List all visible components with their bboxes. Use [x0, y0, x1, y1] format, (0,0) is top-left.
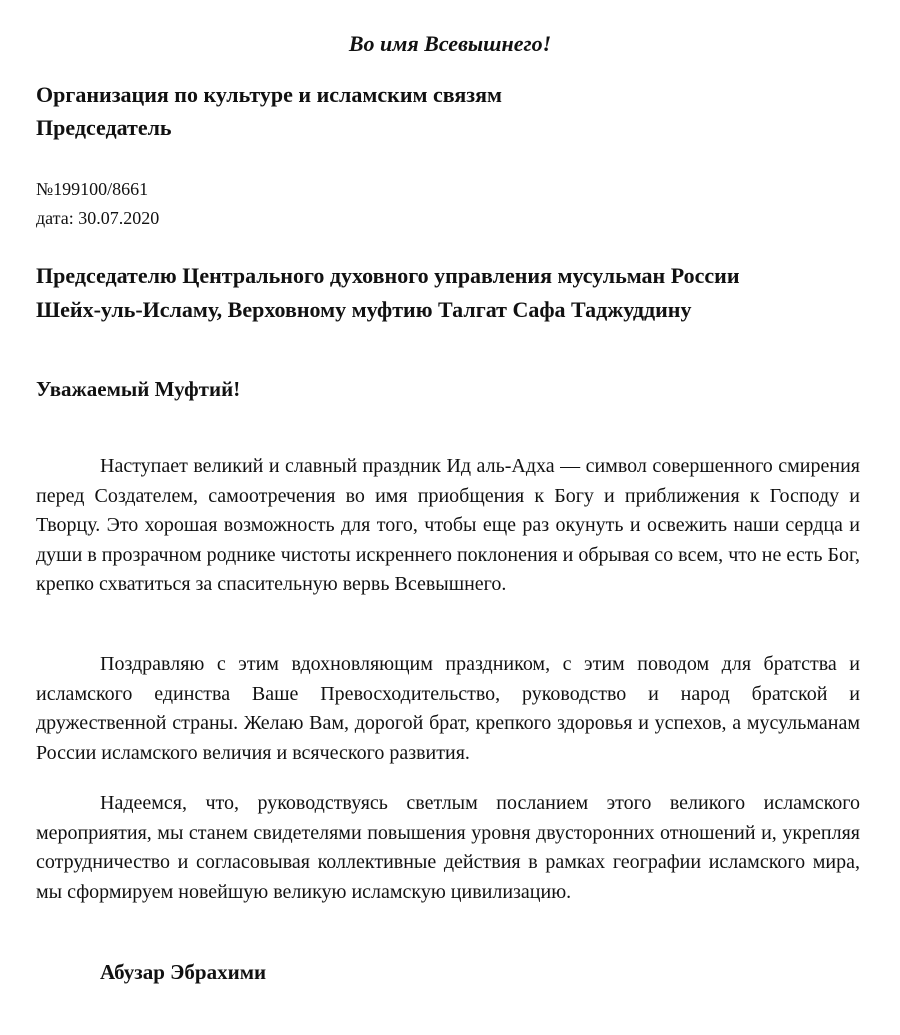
- body-paragraph-2: Поздравляю с этим вдохновляющим праздником, с этим поводом для братства и исламского единства Ваше Превосходительство, руководство и народ братской и дружественной страны. Желаю Вам, дорогой брат, крепкого здоровья и успехов, а мусульманам России исламского величия и всяческого развития.: [36, 653, 860, 764]
- reference-number: №199100/8661: [36, 179, 149, 199]
- reference-block: [36, 175, 159, 233]
- recipient-line-1: Председателю Центрального духовного управления мусульман России: [36, 263, 740, 288]
- body-paragraph-3: Надеемся, что, руководствуясь светлым посланием этого великого исламского мероприятия, мы станем свидетелями повышения уровня двусторонних отношений и, укрепляя сотрудничество и согласовывая коллективные действия в рамках географии исламского мира, мы сформируем новейшую великую исламскую цивилизацию.: [36, 792, 860, 903]
- salutation: Уважаемый Муфтий!: [36, 377, 241, 401]
- organization-name: Организация по культуре и исламским связям: [36, 82, 502, 107]
- sender-block: [36, 78, 502, 144]
- recipient-line-2: Шейх-уль-Исламу, Верховному муфтию Талгат Сафа Таджуддину: [36, 297, 692, 322]
- reference-date: дата: 30.07.2020: [36, 208, 160, 228]
- body-paragraph-1: Наступает великий и славный праздник Ид аль-Адха — символ совершенного смирения перед Создателем, самоотречения во имя приобщения к Богу и приближения к Господу и Творцу. Это хорошая возможность для того, чтобы еще раз окунуть и освежить наши сердца и души в прозрачном роднике чистоты искреннего поклонения и обрывая со всем, что не есть Бог, крепко схватиться за спасительную вервь Всевышнего.: [36, 455, 860, 595]
- signature-name: Абузар Эбрахими: [100, 960, 267, 984]
- invocation-heading: Во имя Всевышнего!: [348, 31, 552, 56]
- sender-position: Председатель: [36, 115, 172, 140]
- recipient-block: [36, 259, 740, 327]
